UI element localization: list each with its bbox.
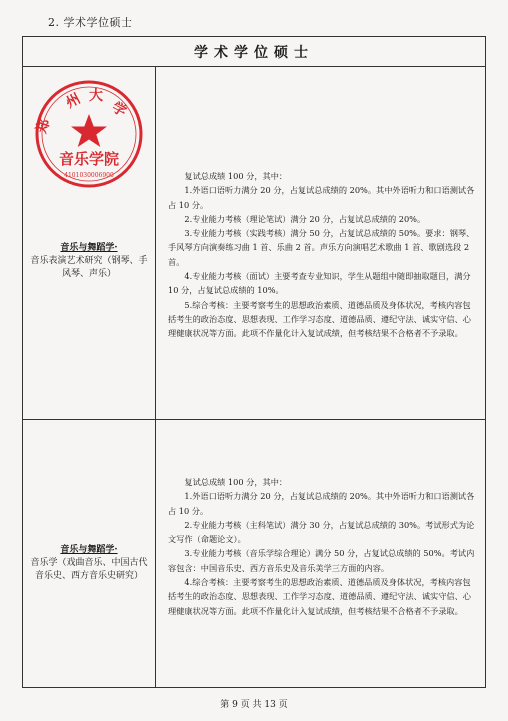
requirement-line: 1.外语口语听力满分 20 分，占复试总成绩的 20%。其中外语听力和口语测试各占 10 分。 (168, 491, 475, 516)
requirements-cell (156, 419, 485, 687)
table-row (23, 66, 485, 420)
svg-text:音乐学院: 音乐学院 (58, 150, 120, 168)
major-title: 音乐与舞蹈学· (60, 545, 118, 555)
major-label (29, 242, 149, 281)
major-title: 音乐与舞蹈学· (60, 243, 118, 253)
major-label (29, 544, 149, 583)
requirement-line: 复试总成绩 100 分，其中： (184, 477, 288, 487)
seal-star-icon (71, 114, 107, 147)
requirement-line: 2.专业能力考核（理论笔试）满分 20 分，占复试总成绩的 20%。 (184, 213, 426, 224)
requirement-line: 复试总成绩 100 分，其中： (184, 171, 288, 181)
table-row (23, 419, 485, 687)
section-heading: 2. 学术学位硕士 (48, 16, 133, 29)
requirement-line: 4.专业能力考核（面试）主要考查专业知识，学生从题组中随即抽取题目，满分 10 分，占复试总成绩的 10%。 (168, 271, 471, 296)
requirements-text (168, 475, 475, 618)
svg-text:4101030006900: 4101030006900 (64, 172, 114, 179)
requirements-cell (156, 66, 485, 419)
svg-text:学: 学 (109, 99, 129, 121)
svg-text:州: 州 (63, 90, 84, 112)
requirements-text (168, 169, 475, 341)
requirement-line: 3.专业能力考核（音乐学综合理论）满分 50 分，占复试总成绩的 50%。考试内容包含：中国音乐史、西方音乐史及音乐美学三方面的内容。 (168, 548, 475, 573)
requirement-line: 1.外语口语听力满分 20 分，占复试总成绩的 20%。其中外语听力和口语测试各占 10 分。 (168, 185, 475, 210)
table-title: 学术学位硕士 (23, 37, 485, 67)
requirement-line: 5.综合考核：主要考察考生的思想政治素质、道德品质及身体状况，考核内容包括考生的政治态度、思想表现、工作学习态度、道德品质、遵纪守法、诚实守信、心理健康状况等方面。此项不作量化计入复试成绩，但考核结果不合格者不予录取。 (168, 299, 471, 339)
requirement-line: 2.专业能力考核（主科笔试）满分 30 分，占复试总成绩的 30%。考试形式为论文写作（命题论文）。 (168, 519, 475, 545)
requirement-line: 4.综合考核：主要考察考生的思想政治素质、道德品质及身体状况，考核内容包括考生的政治态度、思想表现、工作学习态度、道德品质、遵纪守法、诚实守信、心理健康状况等方面。此项不作量化计入复试成绩，但考核结果不合格者不予录取。 (168, 577, 471, 616)
svg-text:郑: 郑 (33, 116, 54, 136)
major-subtitle: 音乐学（戏曲音乐、中国古代音乐史、西方音乐史研究） (30, 558, 148, 581)
svg-text:大: 大 (89, 88, 103, 104)
major-subtitle: 音乐表演艺术研究（钢琴、手风琴、声乐） (30, 256, 148, 279)
requirement-line: 3.专业能力考核（实践考核）满分 50 分，占复试总成绩的 50%。要求：钢琴、手风琴方向演奏练习曲 1 首、乐曲 2 首。声乐方向演唱艺术歌曲 1 首、歌剧选段 2 首。 (168, 228, 475, 267)
page-number: 第 9 页 共 13 页 (220, 700, 288, 710)
major-cell (23, 66, 156, 419)
college-seal-stamp (29, 74, 149, 194)
major-cell (23, 419, 156, 687)
admission-table (22, 36, 486, 688)
